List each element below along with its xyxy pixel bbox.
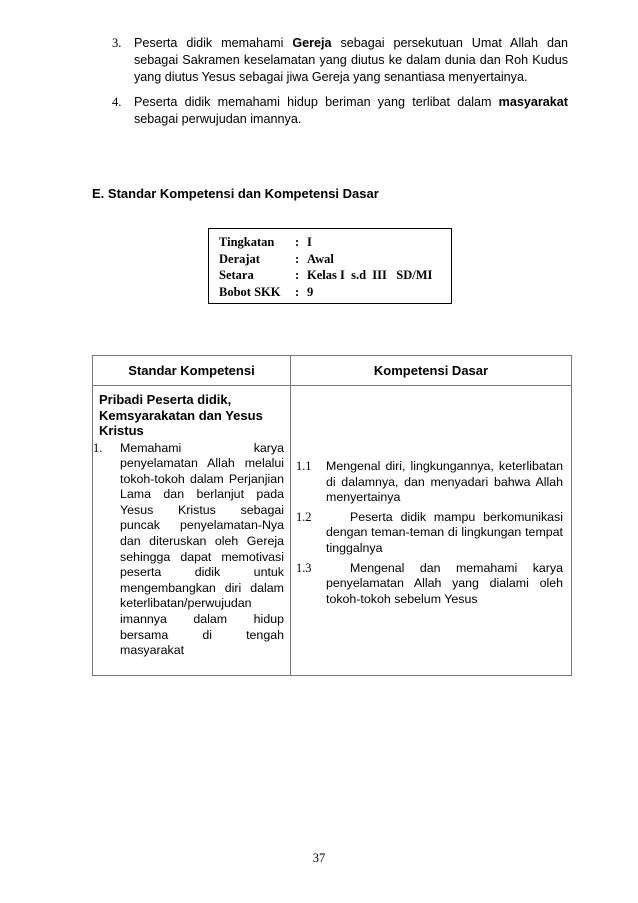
sk-text: Memahami karya penyelamatan Allah melalui tokoh-tokoh dalam Perjanjian Lama dan berlanjut pada Yesus Kristus sebagai puncak penyelamatan-Nya dan diteruskan oleh Gereja sehingga dapat memotivasi peserta didik untuk mengembangkan diri dalam keterlibatan/perwujudan imannya dalam hidup bersama di tengah masyarakat — [120, 440, 284, 658]
header-standar-kompetensi: Standar Kompetensi — [93, 356, 291, 386]
list-number: 4. — [112, 94, 122, 109]
list-text-bold: Gereja — [292, 36, 332, 50]
info-key: Bobot SKK — [219, 284, 281, 299]
info-key: Tingkatan — [219, 235, 275, 249]
info-colon: : — [295, 268, 300, 282]
list-number: 3. — [112, 36, 122, 50]
table-row — [93, 386, 572, 676]
page-number: 37 — [312, 851, 326, 865]
sk-number: 1. — [93, 440, 103, 455]
info-row — [219, 284, 451, 301]
competency-table — [92, 355, 572, 676]
list-text: sebagai persekutuan Umat Allah dan sebagai Sakramen keselamatan yang diutus ke dalam dunia dan Roh Kudus yang diutus Yesus sebagai jiwa Gereja yang senantiasa menyertainya. — [134, 36, 568, 85]
info-box — [208, 228, 452, 304]
info-key: Setara — [219, 268, 254, 282]
kd-text: Mengenal dan memahami karya penyelamatan Allah yang dialami oleh tokoh-tokoh sebelum Yesus — [326, 560, 563, 606]
section-heading: E. Standar Kompetensi dan Kompetensi Dasar — [92, 186, 379, 201]
kd-text: Mengenal diri, lingkungannya, keterlibatan di dalamnya, dan menyadari bahwa Allah menyertainya — [326, 459, 563, 505]
info-row — [219, 234, 451, 251]
info-colon: : — [295, 251, 300, 266]
info-value: 9 — [307, 284, 314, 299]
kd-item — [291, 459, 571, 510]
kd-number: 1.3 — [296, 560, 312, 575]
list-text: Peserta didik memahami — [134, 36, 293, 50]
kd-number: 1.2 — [296, 509, 312, 524]
info-value: I — [307, 235, 312, 249]
info-key: Derajat — [219, 251, 260, 266]
info-row — [219, 267, 451, 284]
sk-item — [93, 441, 290, 675]
list-text-bold: masyarakat — [498, 94, 568, 109]
list-text: Peserta didik memahami hidup beriman yang terlibat dalam — [134, 94, 499, 109]
info-colon: : — [295, 284, 300, 299]
kd-text: Peserta didik mampu berkomunikasi dengan teman-teman di lingkungan tempat tinggalnya — [326, 509, 563, 555]
kd-number: 1.1 — [296, 459, 312, 473]
info-value: Awal — [307, 251, 334, 266]
table-header-row — [93, 356, 572, 386]
list-text: sebagai perwujudan imannya. — [134, 111, 302, 126]
kd-item — [291, 510, 571, 561]
sk-cell — [93, 386, 291, 676]
info-colon: : — [295, 235, 300, 249]
info-value: Kelas I s.d III SD/MI — [307, 268, 433, 282]
kd-cell — [291, 386, 572, 676]
list-item — [108, 94, 568, 128]
list-item — [108, 35, 568, 87]
kd-item — [291, 561, 571, 612]
kd-list — [291, 386, 571, 611]
objectives-list — [108, 35, 568, 135]
info-row — [219, 251, 451, 268]
header-kompetensi-dasar: Kompetensi Dasar — [291, 356, 572, 386]
sk-title: Pribadi Peserta didik, Kemsyarakatan dan Yesus Kristus — [99, 392, 263, 438]
